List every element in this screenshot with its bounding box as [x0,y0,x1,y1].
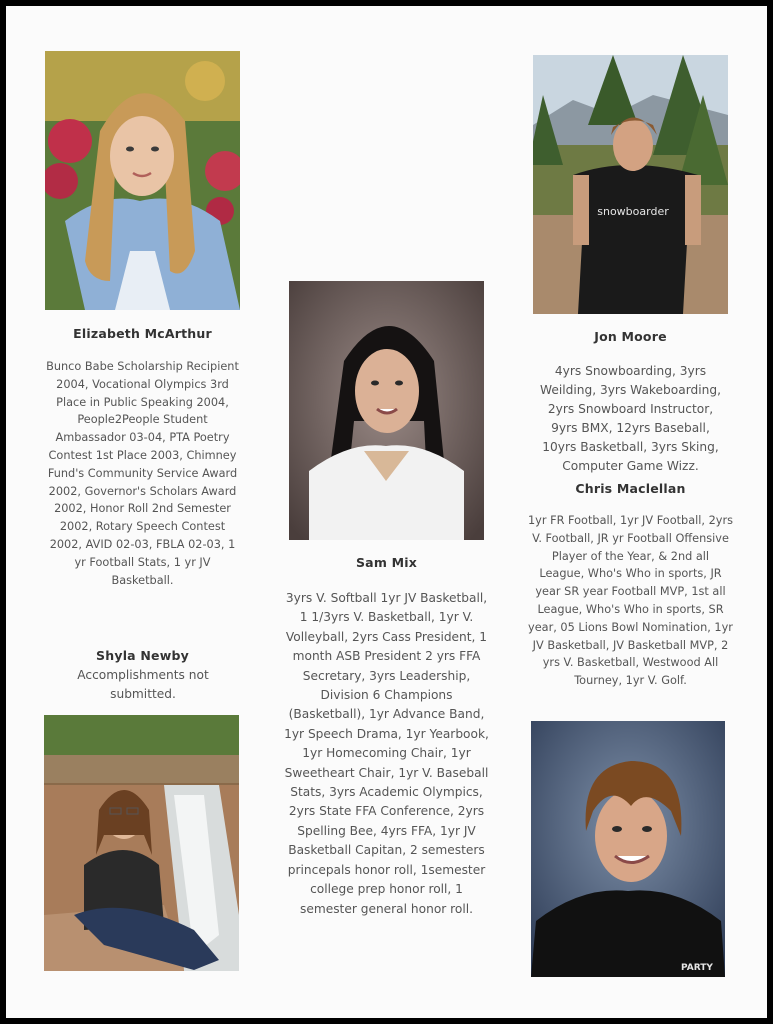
chris-maclellan-photo [531,721,725,977]
sam-mix-photo [289,281,484,540]
jon-moore-name: Jon Moore [594,329,667,344]
yearbook-page [6,6,767,1018]
shyla-newby-accomplishments: Accomplishments not submitted. [77,668,209,701]
elizabeth-mcarthur-photo [45,51,240,310]
jon-moore-photo [533,55,728,314]
elizabeth-mcarthur-accomplishments: Bunco Babe Scholarship Recipient 2004, Vocational Olympics 3rd Place in Public Speaking 2004, People2People Student Ambassador 03-04, PTA Poetry Contest 1st Place 2003, Chimney Fund's Community Service Award 2002, Governor's Scholars Award 2002, Honor Roll 2nd Semester 2002, Rotary Speech Contest 2002, AVID 02-03, FBLA 02-03, 1 yr Football Stats, 1 yr JV Basketball. [46,360,239,587]
sam-mix-name: Sam Mix [355,555,417,570]
jon-shirt-text: snowboarder [597,205,669,218]
elizabeth-mcarthur-name: Elizabeth McArthur [73,326,212,341]
shyla-newby-photo [44,715,239,971]
sam-mix-accomplishments: 3yrs V. Softball 1yr JV Basketball, 1 1/3yrs V. Basketball, 1yr V. Volleyball, 2yrs Cass President, 1 month ASB President 2 yrs FFA Secretary, 3yrs Leadership, Division 6 Champions (Basketball), 1yr Advance Band, 1yr Speech Drama, 1yr Yearbook, 1yr Homecoming Chair, 1yr Sweetheart Chair, 1yr V. Baseball Stats, 3yrs Academic Olympics, 2yrs State FFA Conference, 2yrs Spelling Bee, 4yrs FFA, 1yr JV Basketball Capitan, 2 semesters princepals honor roll, 1semester college prep honor roll, 1 semester general honor roll. [284,591,489,916]
chris-shirt-text: PARTY [681,963,713,973]
chris-maclellan-accomplishments: 1yr FR Football, 1yr JV Football, 2yrs V. Football, JR yr Football Offensive Player of the Year, & 2nd all League, Who's Who in sports, JR year SR year Football MVP, 1st all League, Who's Who in sports, SR year, 05 Lions Bowl Nomination, 1yr JV Basketball, JV Basketball MVP, 2 yrs V. Basketball, Westwood All Tourney, 1yr V. Golf. [528,514,734,688]
shyla-newby-name: Shyla Newby [96,648,189,663]
jon-moore-accomplishments: 4yrs Snowboarding, 3yrs Weilding, 3yrs Wakeboarding, 2yrs Snowboard Instructor, 9yrs BMX, 12yrs Baseball, 10yrs Basketball, 3yrs Sking, Computer Game Wizz. [540,364,721,473]
chris-maclellan-name: Chris Maclellan [575,481,686,496]
